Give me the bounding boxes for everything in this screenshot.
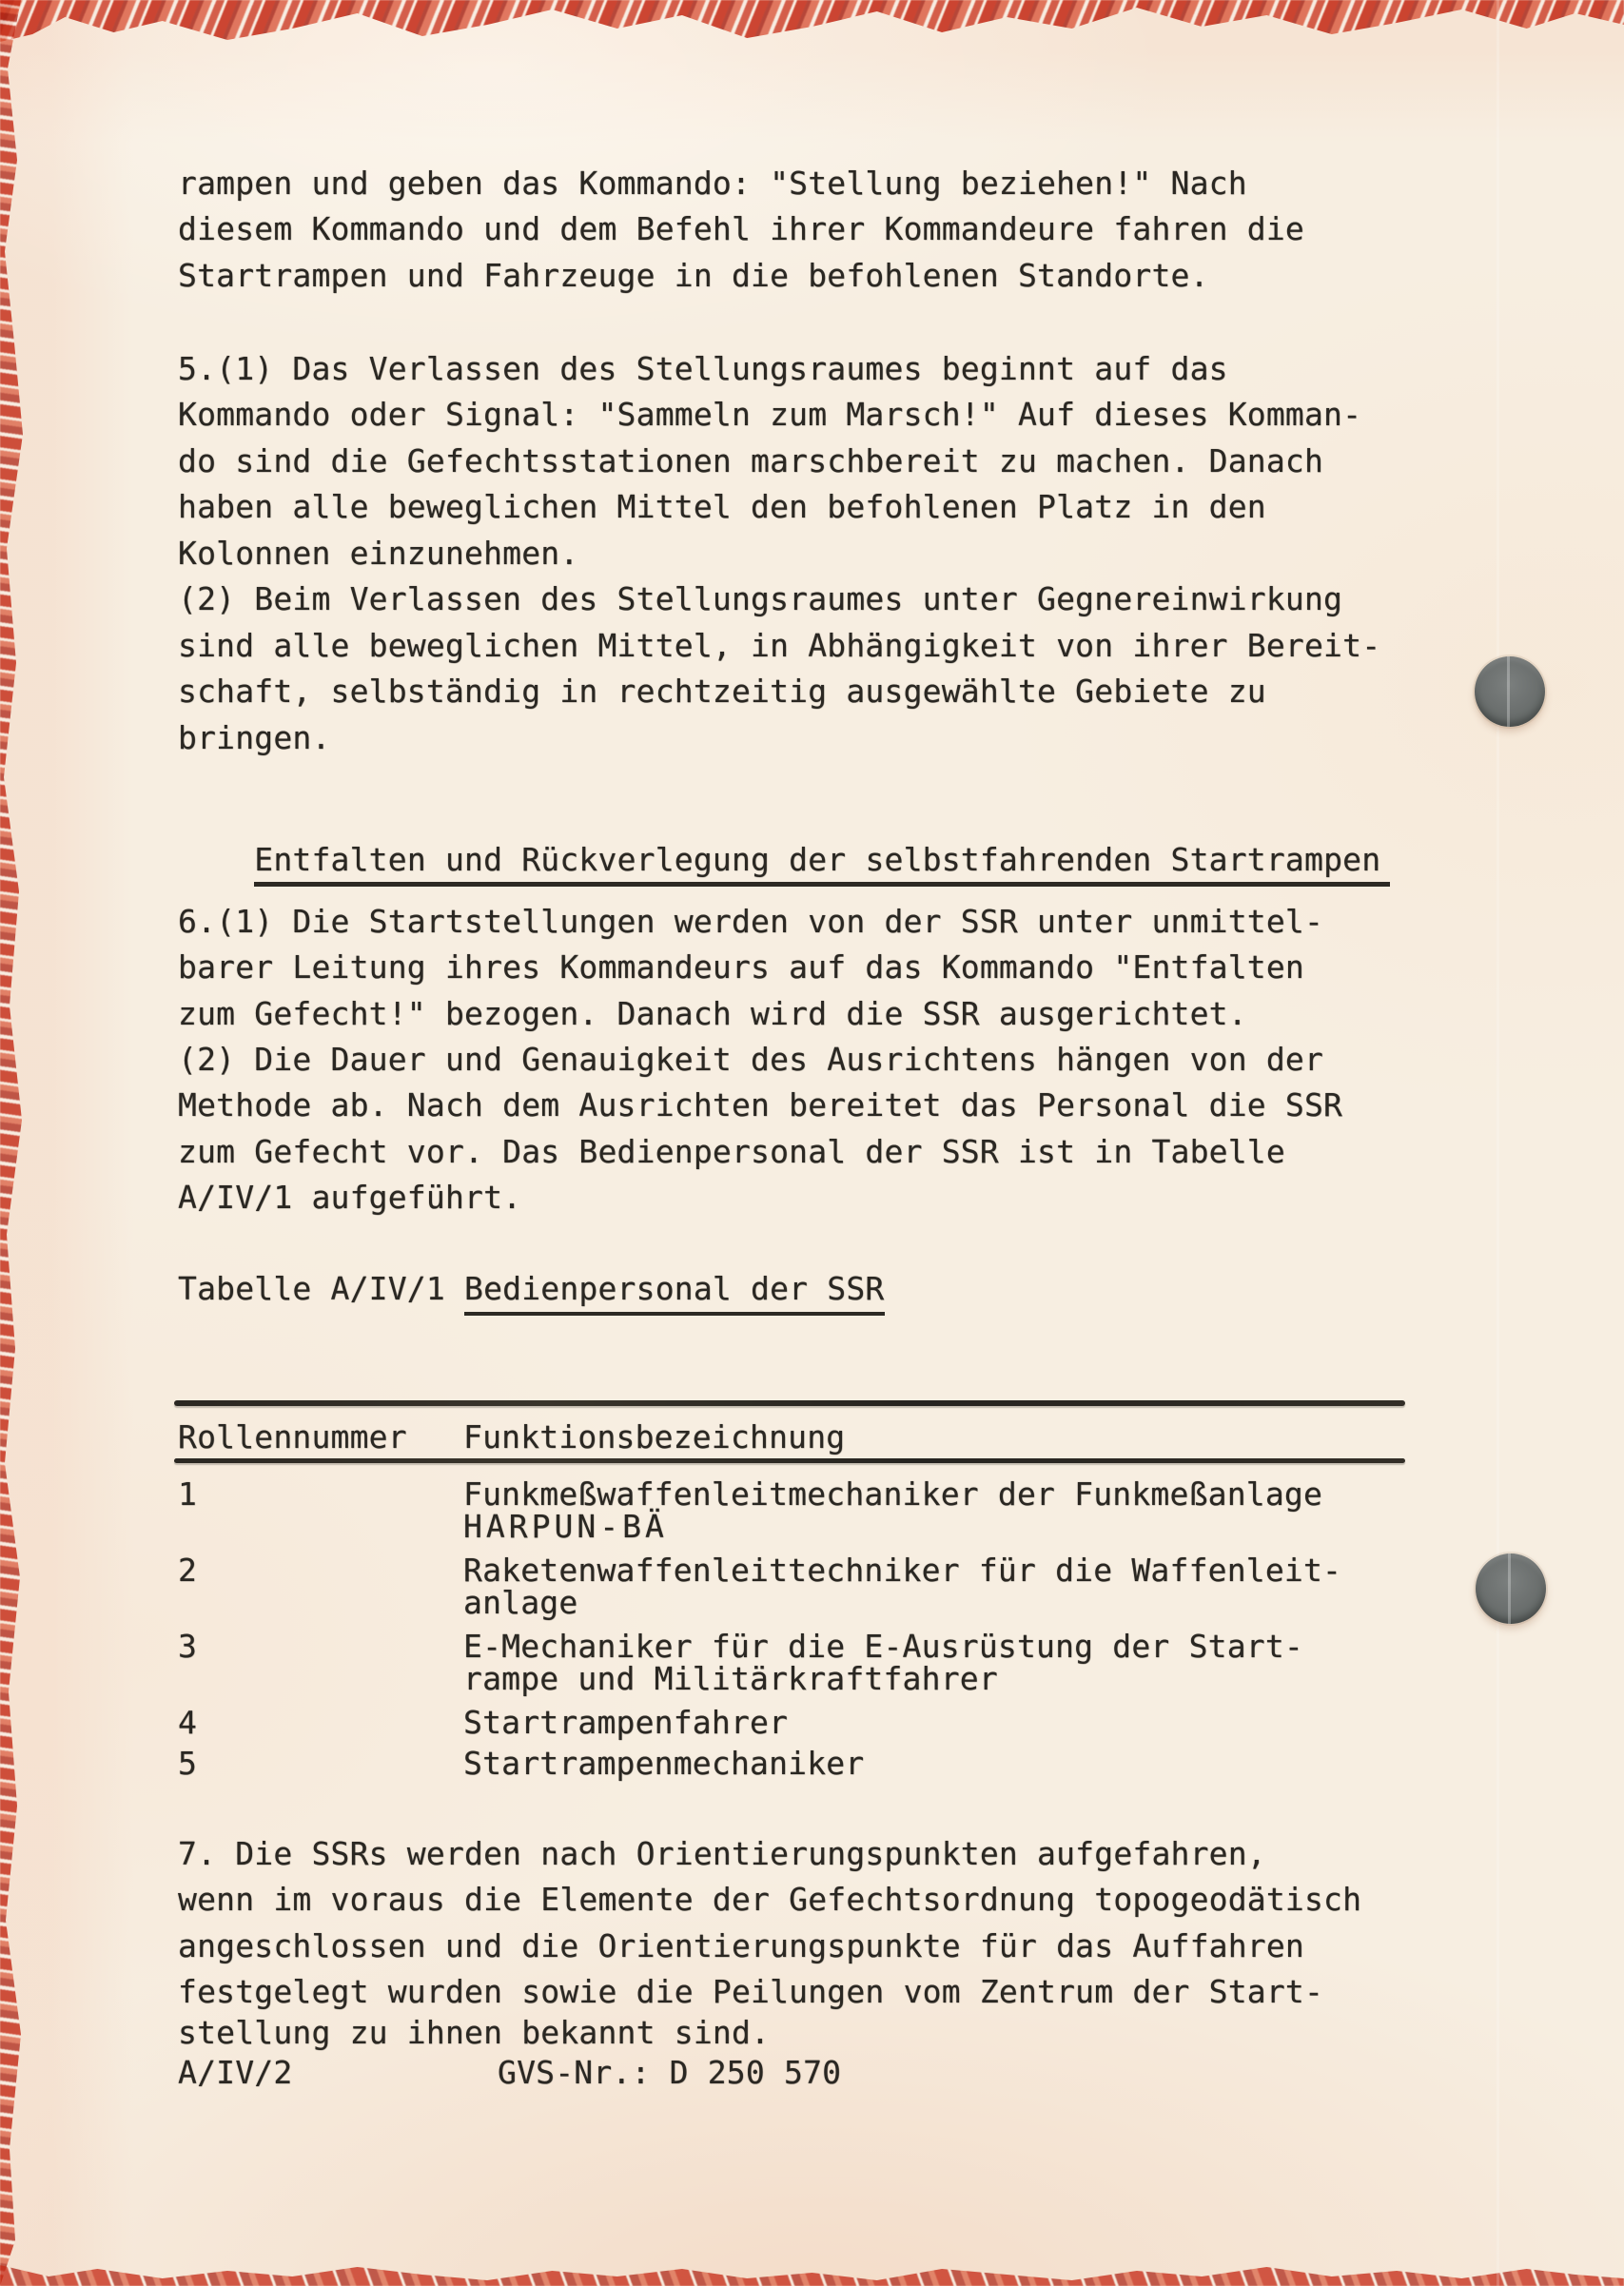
- table-cell-number: 4: [178, 1704, 198, 1741]
- text-line: Kommando oder Signal: "Sammeln zum Marsch!" Auf dieses Komman-: [178, 396, 1362, 433]
- table-cell-number: 3: [178, 1628, 198, 1665]
- table-header-funktionsbezeichnung: Funktionsbezeichnung: [463, 1418, 846, 1456]
- text-line: wenn im voraus die Elemente der Gefechtsordnung topogeodätisch: [178, 1881, 1362, 1918]
- table-cell-number: 1: [178, 1475, 198, 1513]
- text-line: Methode ab. Nach dem Ausrichten bereitet das Personal die SSR: [178, 1086, 1343, 1123]
- table-rule-header: [174, 1458, 1405, 1463]
- hole-punch-top: [1475, 656, 1545, 727]
- table-cell-number: 5: [178, 1745, 198, 1782]
- text-line: A/IV/1 aufgeführt.: [178, 1179, 522, 1216]
- table-cell-function: Raketenwaffenleittechniker für die Waffenleit-: [463, 1552, 1342, 1589]
- text-line: bringen.: [178, 719, 331, 756]
- table-caption-prefix: Tabelle A/IV/1: [178, 1270, 465, 1307]
- text-line: zum Gefecht vor. Das Bedienpersonal der SSR ist in Tabelle: [178, 1133, 1285, 1170]
- table-caption: [178, 1270, 885, 1316]
- text-line: haben alle beweglichen Mittel den befohlenen Platz in den: [178, 488, 1266, 525]
- table-header-rollennummer: Rollennummer: [178, 1418, 407, 1456]
- text-line: Startrampen und Fahrzeuge in die befohlenen Standorte.: [178, 257, 1209, 294]
- text-line: 6.(1) Die Startstellungen werden von der SSR unter unmittel-: [178, 903, 1324, 940]
- harpun-designation: HARPUN-BÄ: [463, 1508, 668, 1545]
- text-line: (2) Die Dauer und Genauigkeit des Ausrichtens hängen von der: [178, 1041, 1324, 1078]
- footer-gvs-number: GVS-Nr.: D 250 570: [498, 2054, 842, 2091]
- red-edge-left: [0, 0, 25, 2286]
- table-cell-function: anlage: [463, 1584, 578, 1621]
- text-line: Kolonnen einzunehmen.: [178, 535, 579, 572]
- red-edge-bottom: [0, 2265, 1624, 2286]
- section-heading-text: Entfalten und Rückverlegung der selbstfahrenden Startrampen: [254, 844, 1390, 887]
- table-cell-function: Startrampenfahrer: [463, 1704, 789, 1741]
- table-cell-function: Funkmeßwaffenleitmechaniker der Funkmeßanlage: [463, 1475, 1323, 1513]
- text-line: diesem Kommando und dem Befehl ihrer Kommandeure fahren die: [178, 210, 1304, 247]
- text-line: sind alle beweglichen Mittel, in Abhängigkeit von ihrer Bereit-: [178, 627, 1381, 664]
- table-cell-function: [463, 1508, 668, 1545]
- text-line: angeschlossen und die Orientierungspunkte für das Auffahren: [178, 1927, 1304, 1964]
- text-line: barer Leitung ihres Kommandeurs auf das Kommando "Entfalten: [178, 948, 1304, 986]
- text-line: rampen und geben das Kommando: "Stellung beziehen!" Nach: [178, 165, 1247, 202]
- footer-page-ref: A/IV/2: [178, 2054, 293, 2091]
- text-line: festgelegt wurden sowie die Peilungen vom Zentrum der Start-: [178, 1973, 1324, 2010]
- table-rule-top: [174, 1400, 1405, 1406]
- table-cell-function: Startrampenmechaniker: [463, 1745, 865, 1782]
- scanner-streak: [1497, 0, 1499, 2286]
- hole-punch-bottom: [1476, 1553, 1546, 1624]
- table-cell-function: rampe und Militärkraftfahrer: [463, 1660, 998, 1697]
- table-cell-number: 2: [178, 1552, 198, 1589]
- text-line: 5.(1) Das Verlassen des Stellungsraumes beginnt auf das: [178, 350, 1228, 387]
- text-line: stellung zu ihnen bekannt sind.: [178, 2014, 771, 2051]
- text-line: (2) Beim Verlassen des Stellungsraumes unter Gegnereinwirkung: [178, 580, 1343, 617]
- text-line: 7. Die SSRs werden nach Orientierungspunkten aufgefahren,: [178, 1835, 1266, 1872]
- hole-punch-flare: [1507, 656, 1510, 727]
- text-line: schaft, selbständig in rechtzeitig ausgewählte Gebiete zu: [178, 673, 1266, 710]
- text-line: zum Gefecht!" bezogen. Danach wird die SSR ausgerichtet.: [178, 995, 1247, 1032]
- table-cell-function: E-Mechaniker für die E-Ausrüstung der Start-: [463, 1628, 1303, 1665]
- table-caption-title: Bedienpersonal der SSR: [464, 1273, 885, 1316]
- text-line: do sind die Gefechtsstationen marschbereit zu machen. Danach: [178, 442, 1324, 479]
- hole-punch-flare: [1508, 1553, 1511, 1624]
- red-edge-top: [0, 0, 1624, 42]
